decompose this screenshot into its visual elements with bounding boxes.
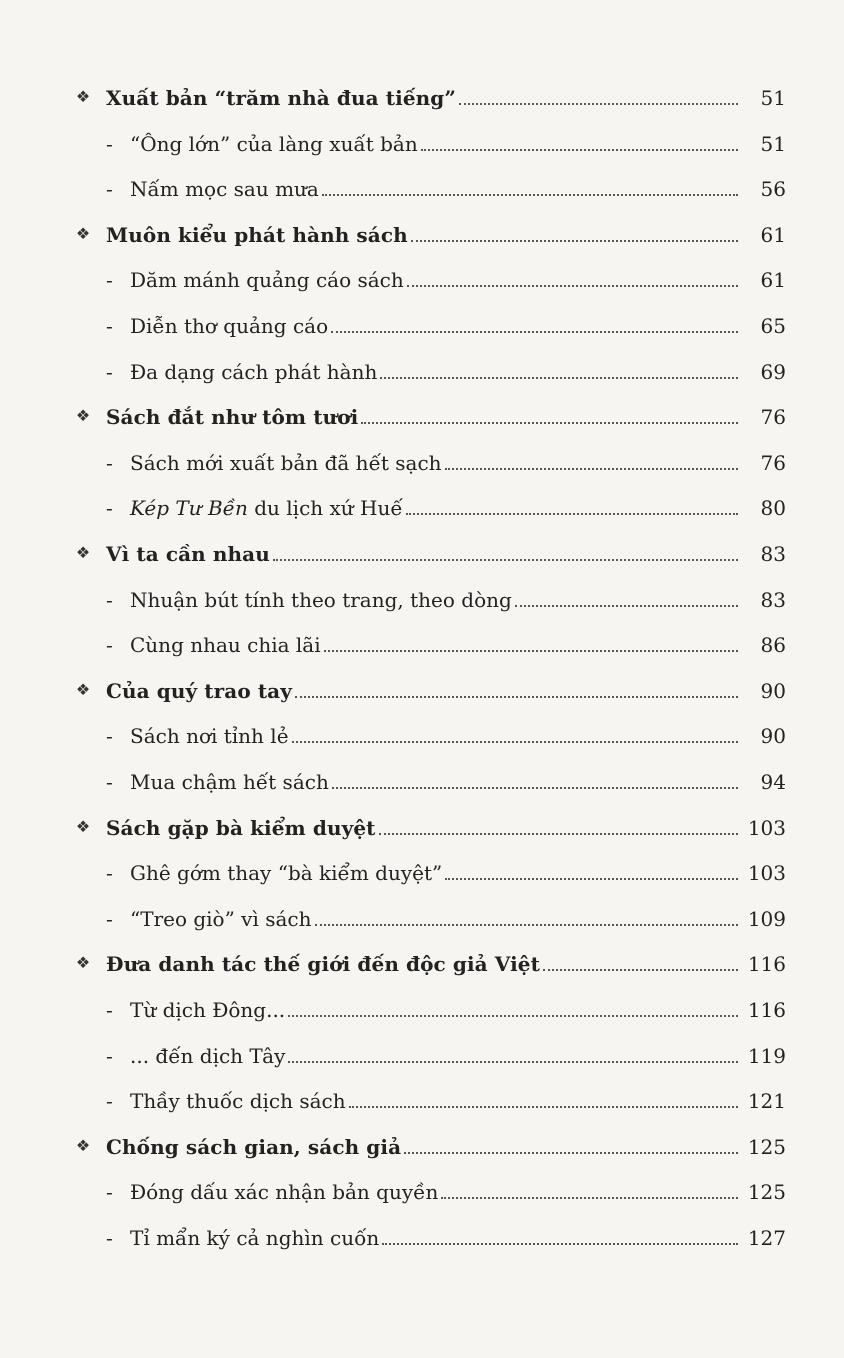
dot-leader [445, 878, 738, 880]
dash-marker: - [106, 1180, 113, 1205]
toc-title: Đưa danh tác thế giới đến độc giả Việt [106, 952, 540, 977]
toc-title-line [130, 633, 740, 657]
toc-title-line [130, 588, 740, 612]
toc-title: Dăm mánh quảng cáo sách [130, 268, 404, 293]
dot-leader [295, 696, 738, 698]
diamond-bullet-icon: ❖ [75, 543, 91, 562]
toc-title-rest: du lịch xứ Huế [247, 496, 403, 521]
toc-title: Sách nơi tỉnh lẻ [130, 724, 289, 749]
dash-marker: - [106, 1226, 113, 1250]
toc-subsection-entry [0, 447, 844, 477]
toc-subsection-entry [0, 173, 844, 203]
toc-subsection-entry [0, 584, 844, 614]
toc-page-number: 83 [760, 587, 786, 612]
toc-subsection-entry [0, 994, 844, 1024]
dash-marker: - [106, 633, 113, 658]
dash-marker: - [106, 359, 113, 384]
toc-page-number: 51 [760, 131, 786, 156]
dash-marker: - [106, 1089, 113, 1114]
toc-page-number: 56 [760, 177, 786, 202]
dash-marker: - [106, 450, 113, 475]
toc-title: Nhuận bút tính theo trang, theo dòng [130, 587, 512, 612]
dash-marker: - [106, 1043, 113, 1068]
diamond-bullet-icon: ❖ [75, 406, 91, 426]
toc-subsection-entry [0, 766, 844, 796]
toc-title-line [106, 1135, 740, 1159]
dot-leader [459, 103, 738, 105]
toc-page-number: 80 [760, 496, 786, 521]
toc-title-line [130, 770, 740, 794]
toc-section-entry [0, 538, 844, 568]
dot-leader [406, 513, 738, 515]
toc-title: ... đến dịch Tây [130, 1043, 286, 1068]
toc-subsection-entry [0, 903, 844, 933]
toc-title: Sách mới xuất bản đã hết sạch [130, 450, 442, 475]
toc-title [130, 496, 403, 520]
toc-page-number: 90 [760, 678, 786, 703]
dot-leader [515, 605, 738, 607]
toc-subsection-entry [0, 264, 844, 294]
diamond-bullet-icon: ❖ [75, 1135, 91, 1155]
dash-marker: - [106, 131, 113, 156]
toc-title: Nấm mọc sau mưa [130, 177, 319, 202]
toc-section-entry [0, 219, 844, 249]
toc-title-line [130, 861, 740, 885]
dash-marker: - [106, 496, 113, 521]
dot-leader [411, 240, 738, 242]
dot-leader [361, 422, 738, 424]
toc-section-entry [0, 1131, 844, 1161]
dash-marker: - [106, 177, 113, 202]
dot-leader [380, 377, 738, 379]
toc-title-line [130, 1226, 740, 1250]
toc-page-number: 86 [760, 633, 786, 658]
toc-page-number: 69 [760, 359, 786, 384]
toc-title: Sách đắt như tôm tươi [106, 405, 359, 430]
toc-page-number: 109 [747, 906, 786, 931]
toc-subsection-entry [0, 356, 844, 386]
dot-leader [332, 787, 738, 789]
toc-page-number: 103 [747, 861, 786, 886]
toc-page-number: 90 [760, 724, 786, 749]
dash-marker: - [106, 314, 113, 338]
toc-title-line [130, 1044, 740, 1068]
dot-leader [407, 285, 738, 287]
toc-title: Muôn kiểu phát hành sách [106, 222, 408, 247]
dot-leader [349, 1106, 738, 1108]
toc-page-number: 127 [747, 1226, 786, 1250]
toc-section-entry [0, 675, 844, 705]
toc-title-line [106, 223, 740, 247]
toc-title-line [130, 360, 740, 384]
toc-title: Của quý trao tay [106, 678, 292, 703]
dot-leader [404, 1152, 738, 1154]
toc-page-number: 125 [747, 1180, 786, 1205]
toc-title-line [130, 1180, 740, 1204]
toc-title-line [130, 451, 740, 475]
toc-title-line [106, 952, 740, 976]
dash-marker: - [106, 861, 113, 886]
toc-title-line [130, 177, 740, 201]
toc-subsection-entry [0, 492, 844, 522]
toc-title-line [130, 496, 740, 520]
toc-title: Sách gặp bà kiểm duyệt [106, 815, 376, 840]
toc-title: Từ dịch Đông... [130, 998, 286, 1022]
toc-page-number: 76 [760, 450, 786, 475]
dot-leader [322, 194, 738, 196]
dash-marker: - [106, 268, 113, 293]
dash-marker: - [106, 587, 113, 612]
dash-marker: - [106, 998, 113, 1022]
toc-page-number: 94 [760, 770, 786, 794]
toc-page-number: 51 [760, 86, 786, 110]
toc-section-entry [0, 812, 844, 842]
toc-title-line [130, 132, 740, 156]
dot-leader [445, 468, 738, 470]
toc-page-number: 121 [747, 1089, 786, 1114]
toc-title-line [130, 314, 740, 338]
toc-title: Mua chậm hết sách [130, 770, 329, 794]
dash-marker: - [106, 770, 113, 794]
toc-title: Cùng nhau chia lãi [130, 633, 321, 658]
diamond-bullet-icon: ❖ [75, 816, 91, 836]
toc-title: Xuất bản “trăm nhà đua tiếng” [106, 86, 456, 110]
toc-title: “Ông lớn” của làng xuất bản [130, 131, 418, 156]
dot-leader [421, 149, 738, 151]
toc-title: Tỉ mẩn ký cả nghìn cuốn [130, 1226, 380, 1250]
diamond-bullet-icon: ❖ [75, 679, 91, 699]
toc-subsection-entry [0, 720, 844, 750]
toc-page-number: 116 [747, 998, 786, 1022]
toc-subsection-entry [0, 128, 844, 158]
toc-title: Đa dạng cách phát hành [130, 359, 378, 384]
toc-page-number: 116 [747, 952, 786, 977]
toc-title-line [106, 542, 740, 566]
toc-subsection-entry [0, 1040, 844, 1070]
toc-subsection-entry [0, 1085, 844, 1115]
toc-subsection-entry [0, 1222, 844, 1252]
toc-title-line [106, 86, 740, 110]
toc-page-number: 103 [747, 815, 786, 840]
dot-leader [273, 559, 738, 561]
toc-title-line [130, 1089, 740, 1113]
dot-leader [288, 1015, 738, 1017]
dot-leader [292, 741, 738, 743]
toc-section-entry [0, 948, 844, 978]
dash-marker: - [106, 906, 113, 931]
toc-title-line [130, 724, 740, 748]
dot-leader [288, 1061, 738, 1063]
dot-leader [324, 650, 738, 652]
diamond-bullet-icon: ❖ [75, 223, 91, 243]
dash-marker: - [106, 724, 113, 749]
dot-leader [331, 331, 738, 333]
dot-leader [441, 1197, 738, 1199]
toc-title-line [106, 816, 740, 840]
toc-section-entry [0, 401, 844, 431]
toc-title: “Treo giò” vì sách [130, 906, 312, 931]
toc-page-number: 76 [760, 405, 786, 430]
dot-leader [315, 924, 738, 926]
toc-page-number: 61 [760, 268, 786, 293]
toc-subsection-entry [0, 310, 844, 340]
toc-title: Ghê gớm thay “bà kiểm duyệt” [130, 861, 443, 886]
toc-title-line [106, 679, 740, 703]
toc-page-number: 125 [747, 1134, 786, 1159]
toc-subsection-entry [0, 1176, 844, 1206]
toc-title-line [130, 268, 740, 292]
toc-page-number: 83 [760, 542, 786, 566]
toc-title-line [130, 998, 740, 1022]
toc-subsection-entry [0, 857, 844, 887]
dot-leader [543, 969, 738, 971]
toc-title: Vì ta cần nhau [106, 542, 270, 566]
toc-title: Diễn thơ quảng cáo [130, 314, 329, 338]
diamond-bullet-icon: ❖ [75, 953, 91, 973]
toc-title: Đóng dấu xác nhận bản quyền [130, 1180, 439, 1205]
toc-section-entry [0, 82, 844, 112]
dot-leader [379, 833, 739, 835]
toc-title-line [130, 907, 740, 931]
toc-page-number: 65 [760, 314, 786, 338]
toc-title: Chống sách gian, sách giả [106, 1134, 402, 1159]
toc-title-line [106, 405, 740, 429]
toc-page-number: 61 [760, 222, 786, 247]
diamond-bullet-icon: ❖ [75, 87, 91, 106]
toc-page-number: 119 [747, 1043, 786, 1068]
toc-title: Thầy thuốc dịch sách [130, 1089, 346, 1114]
toc-title-italic: Kép Tư Bền [130, 496, 248, 521]
toc-subsection-entry [0, 629, 844, 659]
dot-leader [382, 1243, 738, 1245]
